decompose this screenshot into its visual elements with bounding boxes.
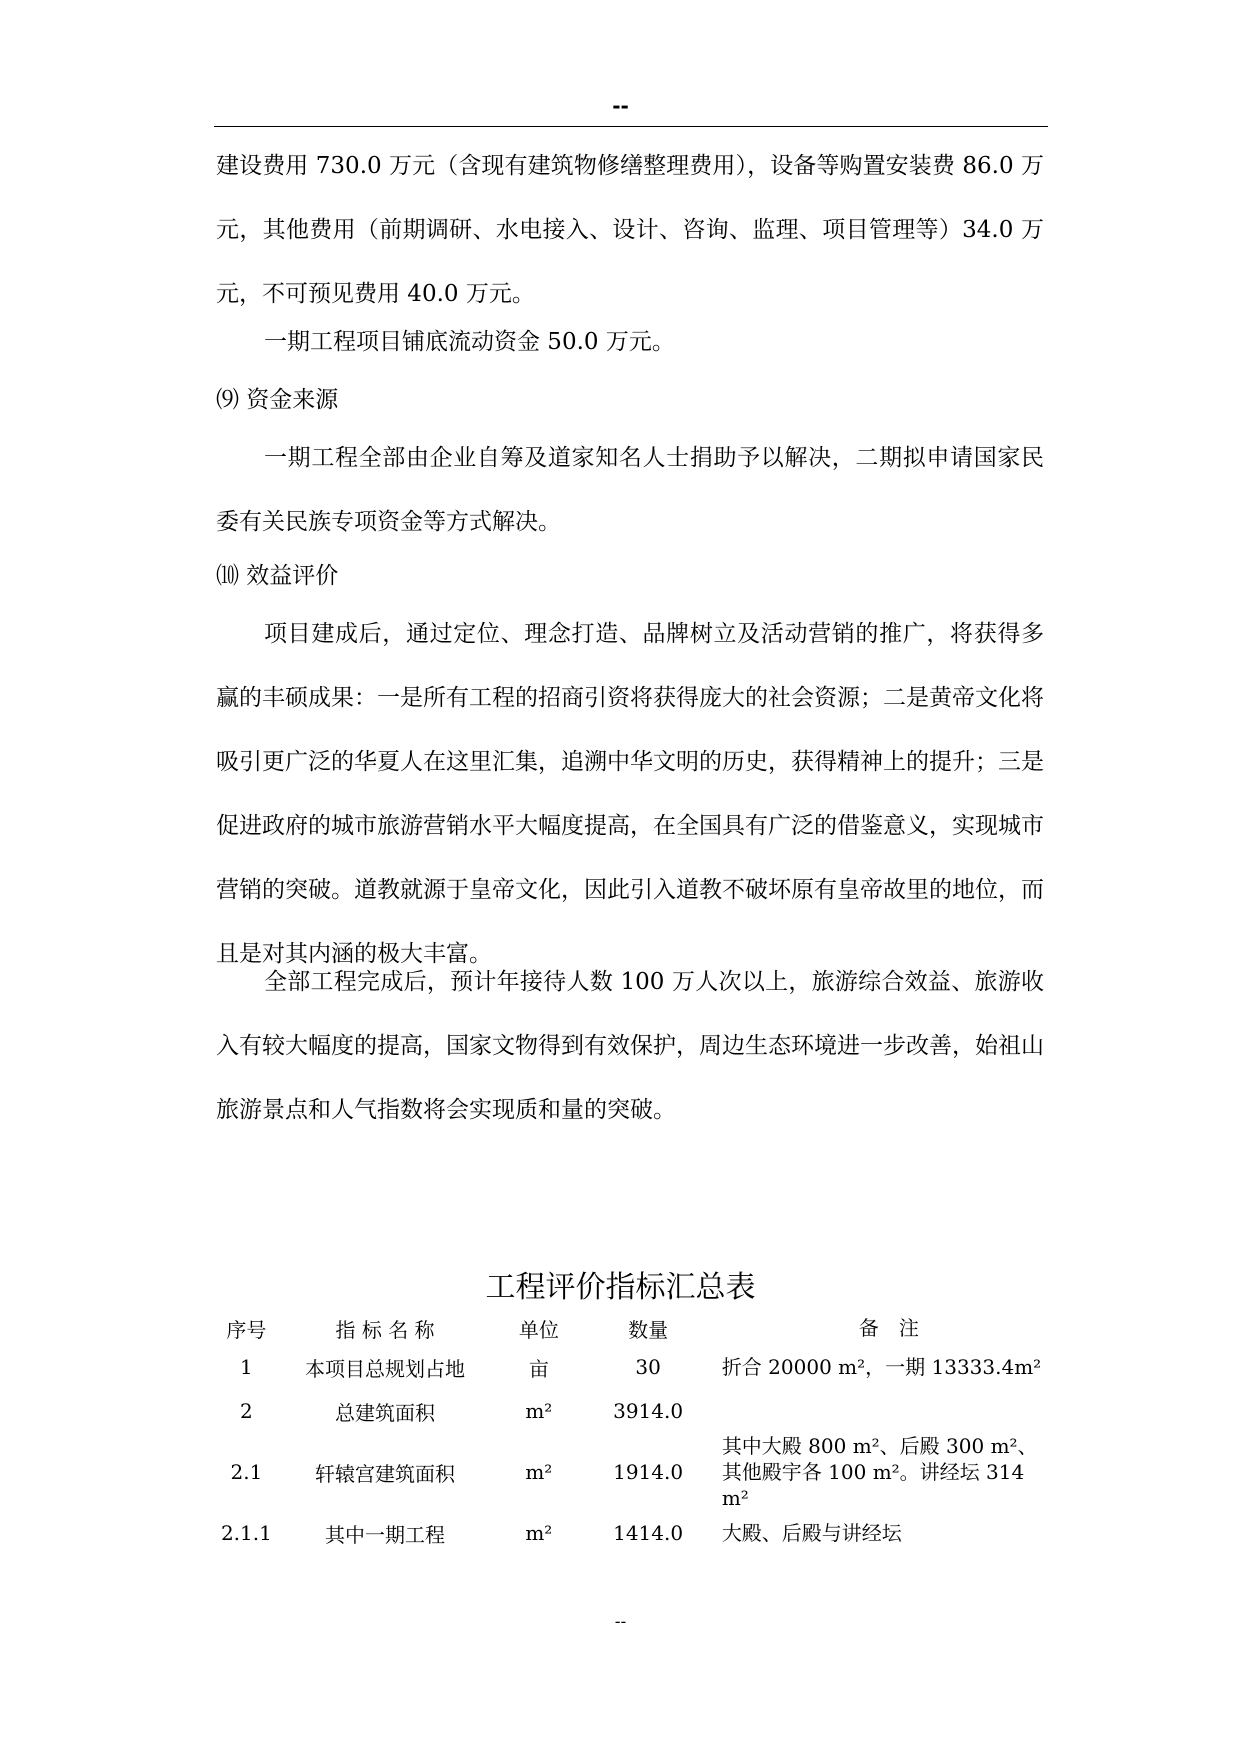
cell-indicator-name: 轩辕宫建筑面积	[315, 1461, 456, 1486]
table-row	[212, 1389, 1060, 1433]
section-heading-funding-source: ⑼ 资金来源	[216, 387, 339, 413]
cell-remarks: 其中大殿 800 m²、后殿 300 m²、其他殿宇各 100 m²。讲经坛 314 m²	[721, 1434, 1038, 1510]
paragraph-benefit-evaluation: 项目建成后，通过定位、理念打造、品牌树立及活动营销的推广，将获得多赢的丰硕成果：一是所有工程的招商引资将获得庞大的社会资源；二是黄帝文化将吸引更广泛的华夏人在这里汇集，追溯中华文明的历史，获得精神上的提升；三是促进政府的城市旅游营销水平大幅度提高，在全国具有广泛的借鉴意义，实现城市营销的突破。道教就源于皇帝文化，因此引入道教不破坏原有皇帝故里的地位，而且是对其内涵的极大丰富。	[216, 621, 1044, 967]
paragraph-working-capital: 一期工程项目铺底流动资金 50.0 万元。	[264, 329, 675, 355]
header-indicator-name: 指 标 名 称	[335, 1317, 435, 1342]
cell-indicator-name: 本项目总规划占地	[305, 1356, 466, 1381]
cell-quantity: 1414.0	[613, 1521, 684, 1545]
section-heading-benefit-evaluation: ⑽ 效益评价	[216, 563, 339, 589]
table-row	[212, 1433, 1060, 1511]
cell-remarks: 大殿、后殿与讲经坛	[721, 1521, 902, 1545]
header-remarks: 备 注	[858, 1316, 919, 1340]
cell-indicator-name: 其中一期工程	[325, 1522, 446, 1547]
cell-serial: 2.1	[230, 1460, 263, 1484]
table-row	[212, 1511, 1060, 1555]
table-title: 工程评价指标汇总表	[485, 1270, 756, 1305]
table-header-row	[212, 1311, 1060, 1345]
page-header-mark: --	[612, 94, 629, 118]
paragraph-cost-breakdown: 建设费用 730.0 万元（含现有建筑物修缮整理费用），设备等购置安装费 86.0 万元，其他费用（前期调研、水电接入、设计、咨询、监理、项目管理等）34.0 万元，不可预见费用 40.0 万元。	[216, 153, 1044, 307]
cell-unit: 亩	[528, 1356, 549, 1381]
header-quantity: 数量	[628, 1317, 669, 1342]
cell-serial: 2.1.1	[220, 1521, 272, 1545]
cell-quantity: 1914.0	[613, 1460, 684, 1484]
table-row	[212, 1345, 1060, 1389]
cell-serial: 1	[240, 1355, 253, 1379]
evaluation-metrics-table	[212, 1311, 1060, 1555]
header-unit: 单位	[518, 1317, 559, 1342]
header-rule	[214, 126, 1048, 127]
cell-remarks: 折合 20000 m²，一期 13333.4m²	[721, 1355, 1042, 1379]
cell-remarks	[708, 1389, 1060, 1433]
cell-quantity: 30	[635, 1355, 661, 1379]
header-serial: 序号	[226, 1317, 267, 1342]
cell-indicator-name: 总建筑面积	[335, 1400, 436, 1425]
cell-unit: m²	[525, 1521, 553, 1545]
cell-quantity: 3914.0	[613, 1399, 684, 1423]
page-footer-mark: --	[614, 1612, 627, 1631]
paragraph-overall-outcome: 全部工程完成后，预计年接待人数 100 万人次以上，旅游综合效益、旅游收入有较大幅度的提高，国家文物得到有效保护，周边生态环境进一步改善，始祖山旅游景点和人气指数将会实现质和量的突破。	[216, 969, 1044, 1123]
paragraph-funding-source: 一期工程全部由企业自筹及道家知名人士捐助予以解决，二期拟申请国家民委有关民族专项资金等方式解决。	[216, 445, 1044, 535]
cell-serial: 2	[240, 1399, 253, 1423]
cell-unit: m²	[525, 1399, 553, 1423]
cell-unit: m²	[525, 1460, 553, 1484]
